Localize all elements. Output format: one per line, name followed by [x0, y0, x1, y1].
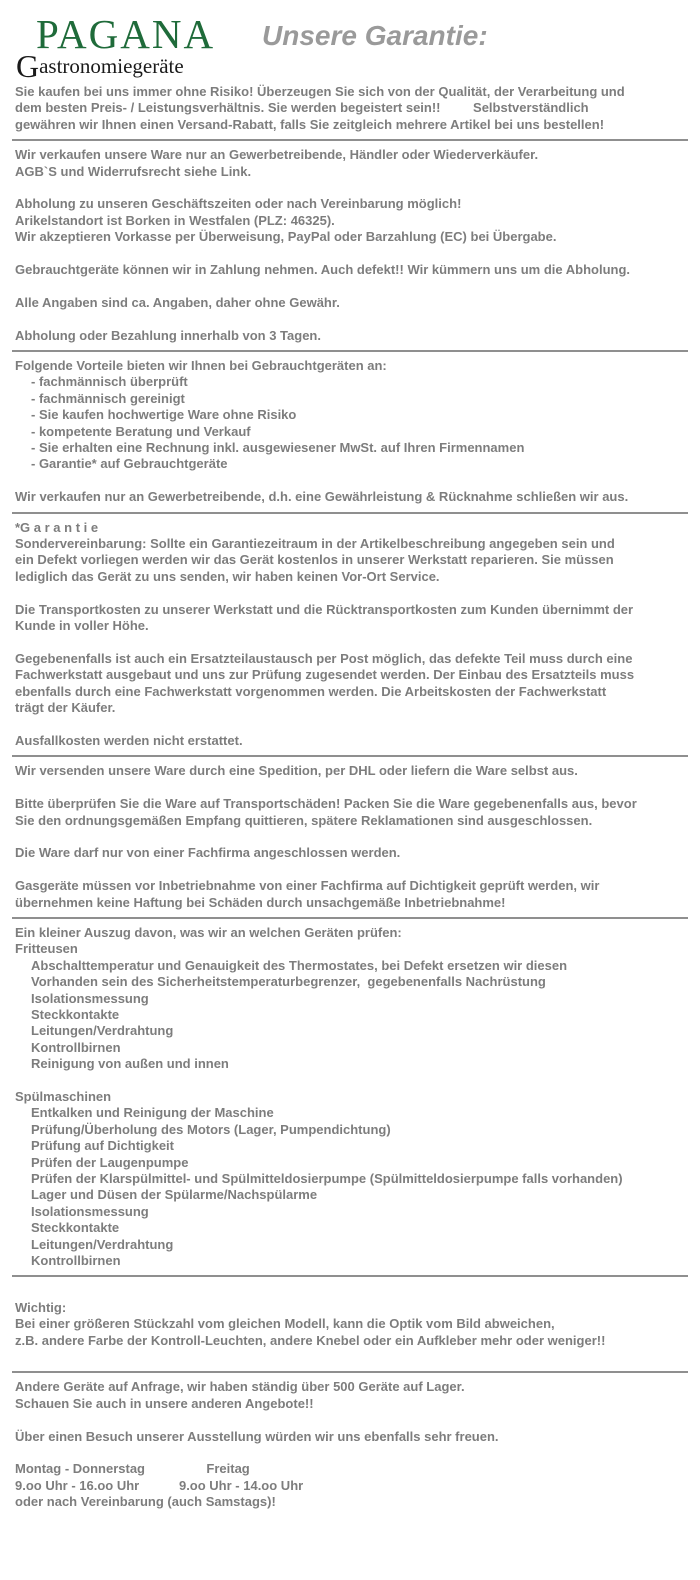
sales-text: AGB`S und Widerrufsrecht siehe Link.	[15, 163, 252, 179]
dishwasher-check-item: Prüfung/Überholung des Motors (Lager, Pumpendichtung)	[31, 1121, 391, 1137]
section-divider	[12, 1371, 688, 1373]
dishwasher-check-item: Entkalken und Reinigung der Maschine	[31, 1105, 274, 1121]
guarantee-heading: *G a r a n t i e	[15, 519, 99, 535]
fryer-check-item: Abschalttemperatur und Genauigkeit des Thermostates, bei Defekt ersetzen wir diesen	[31, 957, 568, 973]
spare-part-text: Fachwerkstatt ausgebaut und uns zur Prüfung zugesendet werden. Der Einbau des Ersatzteils muss	[15, 667, 635, 683]
advantage-item: - Sie erhalten eine Rechnung inkl. ausgewiesener MwSt. auf Ihren Firmennamen	[31, 440, 525, 456]
location-text: Arikelstandort ist Borken in Westfalen (PLZ: 46325).	[15, 212, 335, 228]
section-divider	[12, 1275, 688, 1277]
important-heading: Wichtig:	[15, 1299, 67, 1315]
opening-times: 9.oo Uhr - 16.oo Uhr 9.oo Uhr - 14.oo Uhr	[15, 1477, 304, 1493]
fryer-check-item: Kontrollbirnen	[31, 1039, 121, 1055]
intro-line: dem besten Preis- / Leistungsverhältnis. Sie werden begeistert sein!! Selbstverständlich	[15, 100, 589, 116]
page-title: Unsere Garantie:	[262, 20, 488, 51]
checks-section	[0, 925, 700, 1270]
showroom-text: Über einen Besuch unserer Ausstellung würden wir uns ebenfalls sehr freuen.	[15, 1428, 499, 1444]
dishwasher-check-item: Lager und Düsen der Spülarme/Nachspülarme	[31, 1187, 318, 1203]
installation-text: Die Ware darf nur von einer Fachfirma angeschlossen werden.	[15, 845, 401, 861]
fryers-heading: Fritteusen	[15, 941, 78, 957]
deadline-text: Abholung oder Bezahlung innerhalb von 3 Tagen.	[15, 327, 321, 343]
company-logo	[14, 8, 234, 84]
advantage-item: - Sie kaufen hochwertige Ware ohne Risiko	[31, 407, 297, 423]
shipping-section	[0, 763, 700, 911]
intro-line: Sie kaufen bei uns immer ohne Risiko! Überzeugen Sie sich von der Qualität, der Verarbeitung und	[15, 84, 625, 99]
dishwasher-check-item: Prüfen der Laugenpumpe	[31, 1154, 189, 1170]
fryer-check-item: Reinigung von außen und innen	[31, 1056, 229, 1072]
stock-text: Andere Geräte auf Anfrage, wir haben ständig über 500 Geräte auf Lager.	[15, 1379, 465, 1395]
trade-in-text: Gebrauchtgeräte können wir in Zahlung nehmen. Auch defekt!! Wir kümmern uns um die Abholung.	[15, 262, 631, 278]
sales-section	[0, 147, 700, 344]
checks-heading: Ein kleiner Auszug davon, was wir an welchen Geräten prüfen:	[15, 924, 402, 940]
logo-subtitle-initial: G	[16, 48, 40, 84]
section-divider	[12, 512, 688, 514]
dishwasher-check-item: Prüfen der Klarspülmittel- und Spülmitteldosierpumpe (Spülmitteldosierpumpe falls vorhanden)	[31, 1171, 623, 1186]
dishwasher-check-item: Isolationsmessung	[31, 1203, 149, 1219]
dishwasher-check-item: Kontrollbirnen	[31, 1253, 121, 1269]
downtime-text: Ausfallkosten werden nicht erstattet.	[15, 732, 243, 748]
advantages-heading: Folgende Vorteile bieten wir Ihnen bei Gebrauchtgeräten an:	[15, 358, 387, 374]
dishwasher-check-item: Prüfung auf Dichtigkeit	[31, 1138, 174, 1154]
fryer-check-item: Vorhanden sein des Sicherheitstemperaturbegrenzer, gegebenenfalls Nachrüstung	[31, 974, 546, 990]
disclaimer-text: Alle Angaben sind ca. Angaben, daher ohne Gewähr.	[15, 294, 340, 310]
opening-note: oder nach Vereinbarung (auch Samstags)!	[15, 1494, 276, 1510]
gas-devices-text: übernehmen keine Haftung bei Schäden durch unsachgemäße Inbetriebnahme!	[15, 894, 506, 910]
dishwasher-check-item: Steckkontakte	[31, 1220, 120, 1236]
intro-section	[0, 84, 700, 133]
section-divider	[12, 755, 688, 757]
pickup-text: Abholung zu unseren Geschäftszeiten oder nach Vereinbarung möglich!	[15, 196, 462, 212]
advantages-footer: Wir verkaufen nur an Gewerbetreibende, d.h. eine Gewährleistung & Rücknahme schließen wir aus.	[15, 489, 629, 505]
advantages-section	[0, 358, 700, 506]
fryer-check-item: Steckkontakte	[31, 1006, 120, 1022]
damage-check-text: Sie den ordnungsgemäßen Empfang quittieren, spätere Reklamationen sind ausgeschlossen.	[15, 812, 593, 828]
logo-subtitle-rest: astronomiegeräte	[39, 54, 184, 78]
logo-subtitle	[16, 50, 184, 82]
shipping-text: Wir versenden unsere Ware durch eine Spedition, per DHL oder liefern die Ware selbst aus.	[15, 763, 578, 779]
advantage-item: - fachmännisch überprüft	[31, 374, 188, 390]
important-text: Bei einer größeren Stückzahl vom gleichen Modell, kann die Optik vom Bild abweichen,	[15, 1316, 555, 1332]
advantage-item: - kompetente Beratung und Verkauf	[31, 423, 251, 439]
section-divider	[12, 350, 688, 352]
guarantee-text: ein Defekt vorliegen werden wir das Gerät kostenlos in unserer Werkstatt reparieren. Sie müssen	[15, 552, 614, 568]
content	[0, 84, 700, 1511]
advantage-item: - Garantie* auf Gebrauchtgeräte	[31, 456, 228, 472]
section-divider	[12, 917, 688, 919]
sales-text: Wir verkaufen unsere Ware nur an Gewerbetreibende, Händler oder Wiederverkäufer.	[15, 147, 539, 163]
gas-devices-text: Gasgeräte müssen vor Inbetriebnahme von einer Fachfirma auf Dichtigkeit geprüft werden, wir	[15, 878, 600, 894]
important-text: z.B. andere Farbe der Kontroll-Leuchten, andere Knebel oder ein Aufkleber mehr oder weniger!!	[15, 1332, 606, 1348]
dishwashers-heading: Spülmaschinen	[15, 1088, 112, 1104]
damage-check-text: Bitte überprüfen Sie die Ware auf Transportschäden! Packen Sie die Ware gegebenenfalls aus, bevor	[15, 796, 637, 812]
advantage-item: - fachmännisch gereinigt	[31, 390, 185, 406]
transport-cost-text: Die Transportkosten zu unserer Werkstatt und die Rücktransportkosten zum Kunden übernimmt der	[15, 601, 634, 617]
closing-section	[0, 1379, 700, 1510]
logo-brand: PAGANA	[36, 11, 216, 57]
guarantee-text: Sondervereinbarung: Sollte ein Garantiezeitraum in der Artikelbeschreibung angegeben sein und	[15, 536, 615, 552]
dishwasher-check-item: Leitungen/Verdrahtung	[31, 1236, 174, 1252]
offers-text: Schauen Sie auch in unsere anderen Angebote!!	[15, 1395, 314, 1411]
fryer-check-item: Leitungen/Verdrahtung	[31, 1023, 174, 1039]
payment-text: Wir akzeptieren Vorkasse per Überweisung, PayPal oder Barzahlung (EC) bei Übergabe.	[15, 229, 557, 245]
section-divider	[12, 139, 688, 141]
spare-part-text: trägt der Käufer.	[15, 700, 116, 716]
guarantee-text: lediglich das Gerät zu uns senden, wir haben keinen Vor-Ort Service.	[15, 568, 440, 584]
fryer-check-item: Isolationsmessung	[31, 990, 149, 1006]
opening-days: Montag - Donnerstag Freitag	[15, 1461, 250, 1477]
intro-line: gewähren wir Ihnen einen Versand-Rabatt, falls Sie zeitgleich mehrere Artikel bei uns bestellen!	[15, 116, 605, 132]
important-section	[0, 1283, 700, 1365]
spare-part-text: ebenfalls durch eine Fachwerkstatt vorgenommen werden. Die Arbeitskosten der Fachwerkstatt	[15, 683, 607, 699]
spare-part-text: Gegebenenfalls ist auch ein Ersatzteilaustausch per Post möglich, das defekte Teil muss durch eine	[15, 650, 633, 666]
guarantee-section	[0, 520, 700, 750]
transport-cost-text: Kunde in voller Höhe.	[15, 618, 149, 634]
